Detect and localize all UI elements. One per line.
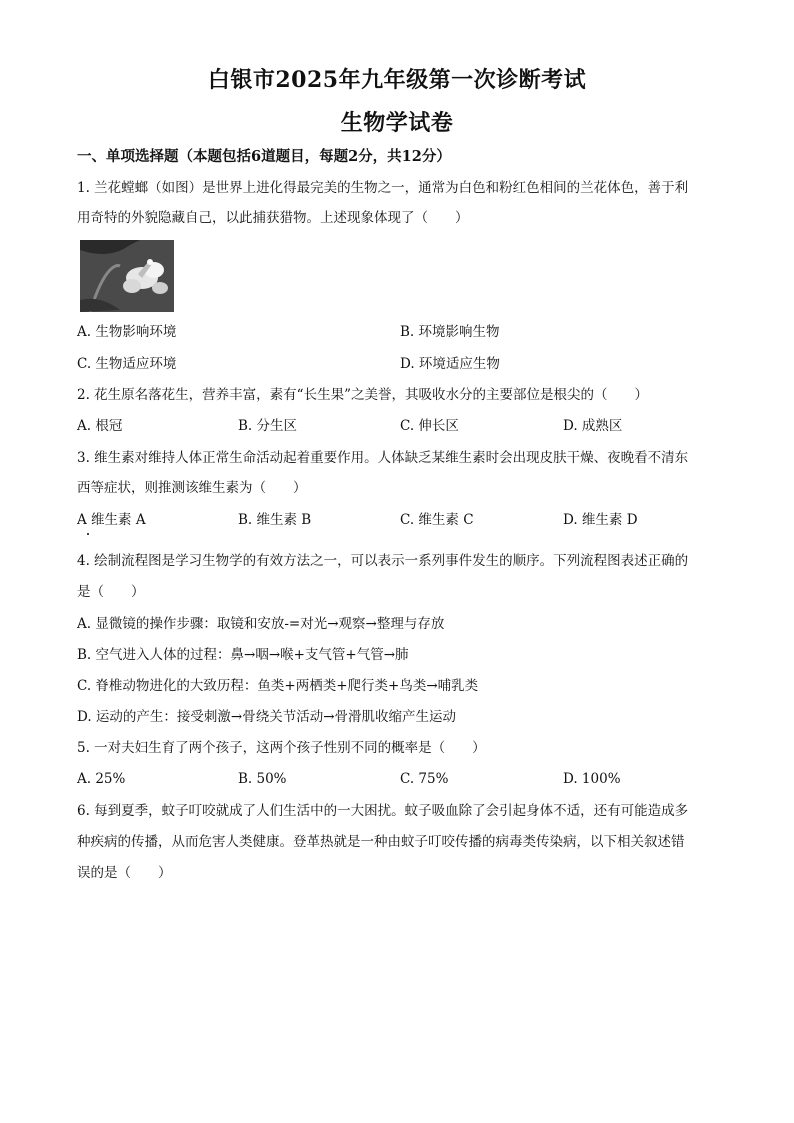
question-3-option-b[interactable]: B. 维生素 B (238, 512, 312, 528)
question-2-option-b[interactable]: B. 分生区 (238, 418, 298, 434)
question-4-option-b[interactable]: B. 空气进入人体的过程：鼻→咽→喉+支气管+气管→肺 (77, 647, 409, 663)
question-3-option-a[interactable]: A 维生素 A (77, 512, 146, 528)
question-4-option-a[interactable]: A. 显微镜的操作步骤：取镜和安放-=对光→观察→整理与存放 (77, 616, 445, 632)
question-4-option-c[interactable]: C. 脊椎动物进化的大致历程：鱼类+两栖类+爬行类+鸟类→哺乳类 (77, 678, 479, 694)
exam-subtitle: 生物学试卷 (340, 110, 454, 136)
exam-title: 白银市2025年九年级第一次诊断考试 (207, 67, 587, 93)
question-5-text: 5. 一对夫妇生育了两个孩子，这两个孩子性别不同的概率是（ ） (77, 740, 486, 756)
question-5-option-c[interactable]: C. 75% (400, 771, 449, 787)
question-1-option-b[interactable]: B. 环境影响生物 (400, 324, 500, 340)
question-4-text-cont: 是（ ） (77, 584, 145, 600)
question-1-option-a[interactable]: A. 生物影响环境 (77, 324, 177, 340)
question-2-option-c[interactable]: C. 伸长区 (400, 418, 459, 434)
question-5-option-d[interactable]: D. 100% (563, 771, 621, 787)
question-2-option-d[interactable]: D. 成熟区 (563, 418, 623, 434)
question-3-text-cont: 西等症状，则推测该维生素为（ ） (77, 480, 307, 496)
question-3-option-d[interactable]: D. 维生素 D (563, 512, 638, 528)
question-2-text: 2. 花生原名落花生，营养丰富，素有“长生果”之美誉，其吸收水分的主要部位是根尖的（ ） (77, 387, 648, 403)
question-4-text: 4. 绘制流程图是学习生物学的有效方法之一，可以表示一系列事件发生的顺序。下列流程图表述正确的 (77, 553, 689, 569)
question-5-option-a[interactable]: A. 25% (77, 771, 126, 787)
section-heading: 一、单项选择题（本题包括6道题目，每题2分，共12分） (77, 148, 451, 165)
question-6-text: 6. 每到夏季，蚊子叮咬就成了人们生活中的一大困扰。蚊子吸血除了会引起身体不适，还有可能造成多 (77, 803, 689, 819)
question-3-option-c[interactable]: C. 维生素 C (400, 512, 474, 528)
orchid-mantis-photo-icon (80, 240, 174, 312)
question-1-option-d[interactable]: D. 环境适应生物 (400, 356, 500, 372)
question-1-text-cont: 用奇特的外貌隐藏自己，以此捕获猎物。上述现象体现了（ ） (77, 210, 469, 226)
question-1-text: 1. 兰花螳螂（如图）是世界上进化得最完美的生物之一，通常为白色和粉红色相间的兰花体色，善于利 (77, 180, 689, 196)
question-4-option-d[interactable]: D. 运动的产生：接受刺激→骨绕关节活动→骨滑肌收缩产生运动 (77, 709, 457, 725)
question-6-text-cont: 种疾病的传播，从而危害人类健康。登革热就是一种由蚊子叮咬传播的病毒类传染病，以下相关叙述错 (77, 834, 685, 850)
question-6-text-end: 误的是（ ） (77, 865, 172, 881)
question-2-option-a[interactable]: A. 根冠 (77, 418, 123, 434)
question-1-option-c[interactable]: C. 生物适应环境 (77, 356, 177, 372)
scan-speck (87, 533, 89, 535)
question-5-option-b[interactable]: B. 50% (238, 771, 287, 787)
question-3-text: 3. 维生素对维持人体正常生命活动起着重要作用。人体缺乏某维生素时会出现皮肤干燥、夜晚看不清东 (77, 450, 689, 466)
orchid-mantis-photo (80, 240, 174, 312)
